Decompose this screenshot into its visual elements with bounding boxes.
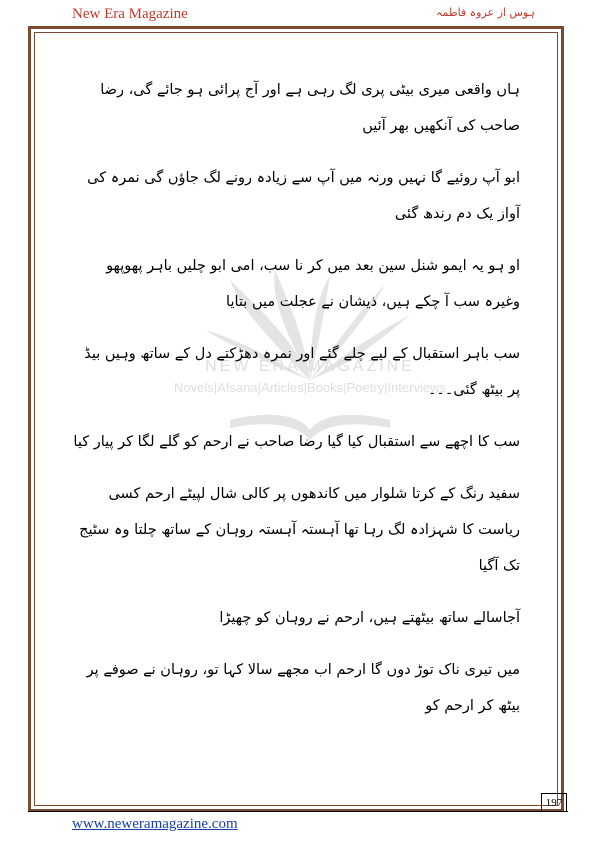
paragraph-7: آجاسالے ساتھ بیٹھتے ہیں، ارحم نے روہان کو چھیڑا [219,610,520,626]
story-text [72,72,520,740]
paragraph-1: ہاں واقعی میری بیٹی پری لگ رہی ہے اور آج پرائی ہو جائے گی، رضا صاحب کی آنکھیں بھر آئیں [100,82,520,134]
watermark-tagline: Novels|Afsana|Articles|Books|Poetry|Interviews [174,380,446,395]
paragraph-2: ابو آپ روئیے گا نہیں ورنہ میں آپ سے زیادہ رونے لگ جاؤں گی نمرہ کی آواز یک دم رندھ گئی [87,170,520,222]
watermark-title: NEW ERA MAGAZINE [205,358,415,375]
paragraph-6: سفید رنگ کے کرتا شلوار میں کاندھوں پر کالی شال لپیٹے ارحم کسی ریاست کا شہزادہ لگ رہا تھا آہستہ آہستہ روہان کے ساتھ چلتا وہ سٹیج تک آگیا [79,486,520,574]
paragraph-4: سب باہر استقبال کے لیے چلے گئے اور نمرہ دھڑکتے دل کے ساتھ وہیں بیڈ پر بیٹھ گئی۔۔۔ [84,346,520,398]
page-number: 197 [541,793,567,811]
story-author-title: ہوس از عروہ فاطمہ [436,6,535,19]
paragraph-8: میں تیری ناک توڑ دوں گا ارحم اب مجھے سالا کہا تو، روہان نے صوفے پر بیٹھ کر ارحم کو [86,662,520,714]
paragraph-5: سب کا اچھے سے استقبال کیا گیا رضا صاحب نے ارحم کو گلے لگا کر پیار کیا [73,434,520,450]
magazine-title: New Era Magazine [72,6,188,22]
paragraph-3: او ہو یہ ایمو شنل سین بعد میں کر نا سب، امی ابو چلیں باہر پھوپھو وغیرہ سب آ چکے ہیں، ذیشان نے عجلت میں بتایا [106,258,520,310]
footer-divider [28,811,568,812]
footer-website-link[interactable]: www.neweramagazine.com [72,816,238,832]
